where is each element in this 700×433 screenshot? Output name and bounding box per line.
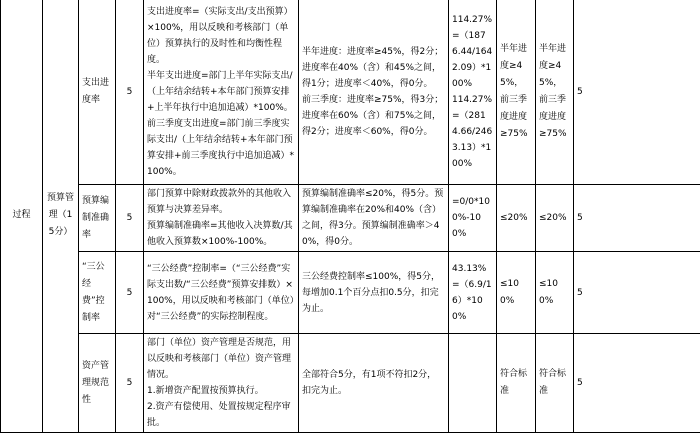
calc-cell [449,185,497,252]
definition-cell [144,334,299,433]
score-cell [574,252,700,334]
calc-text: 114.27%=（2814.66/2463.13）*100% [452,92,493,172]
standard-cell [299,185,449,252]
definition-text: 支出进度率=（实际支出/支出预算）×100%，用以反映和考核部门（单位）预算执行的及时性和均衡性程度。 [147,4,295,68]
target-cell [497,185,536,252]
table-row [1,185,700,252]
definition-text: 半年支出进度=部门上半年实际支出/（上年结余结转+本年部门预算安排+上半年执行中追加追减）*100%。 [147,68,295,116]
weight-cell [116,185,144,252]
definition-text: 1.新增资产配置按预算执行。 [147,383,295,399]
score-cell [574,0,700,185]
actual-cell [536,334,574,433]
score-value: 5 [577,213,583,223]
weight-value: 5 [127,288,133,298]
indicator-cell [79,185,116,252]
indicator-name: 资产管理规范性 [82,361,109,405]
definition-text: 部门预算中除财政拨款外的其他收入预算与决算差异率。 [147,186,295,218]
indicator-cell [79,334,116,433]
definition-cell [144,0,299,185]
calc-text: =0/0*100%-100% [452,194,493,242]
calc-text: 43.13%=（6.9/16）*100% [452,261,493,325]
standard-text: 预算编制准确率≤20%，得5分。预算编制准确率在20%和40%（含）之间，得3分。预算编制准确率＞40%，得0分。 [302,186,445,250]
indicator-cell [79,252,116,334]
standard-text: 前三季度：进度率≥75%，得3分；进度率在60%（含）和75%之间，得2分；进度率＜60%，得0分。 [302,92,445,140]
group-level1-cell [1,0,43,433]
standard-cell [299,334,449,433]
weight-cell [116,334,144,433]
definition-text: 2.资产有偿使用、处置按规定程序审批。 [147,399,295,431]
table-row [1,334,700,433]
target-value: 半年进度≥45%，前三季度进度≥75% [500,44,528,139]
weight-value: 5 [127,378,133,388]
actual-value: 半年进度≥45%，前三季度进度≥75% [539,44,567,139]
group-level2-label: 预算管理（15分） [47,193,74,237]
indicator-name: 预算编制准确率 [82,196,109,240]
target-cell [497,252,536,334]
actual-value: 符合标准 [539,369,566,396]
weight-cell [116,252,144,334]
group-level1-label: 过程 [12,210,30,220]
target-cell [497,334,536,433]
standard-text: 全部符合5分，有1项不符扣2分，扣完为止。 [302,367,445,399]
target-value: 符合标准 [500,369,527,396]
actual-cell [536,252,574,334]
standard-cell [299,252,449,334]
definition-cell [144,185,299,252]
standard-cell [299,0,449,185]
definition-text: “三公经费”控制率=（“三公经费”实际支出数/“三公经费”预算安排数）×100%，用以反映和考核部门（单位）对“三公经费”的实际控制程度。 [147,261,295,325]
actual-value: ≤100% [539,279,558,306]
calc-cell [449,334,497,433]
actual-cell [536,0,574,185]
target-value: ≤100% [500,279,519,306]
definition-cell [144,252,299,334]
score-cell [574,185,700,252]
calc-text: 114.27%=（1876.44/1642.09）*100% [452,12,493,92]
score-value: 5 [577,87,583,97]
indicator-name: 支出进度率 [82,78,109,105]
definition-text: 预算编制准确率=其他收入决算数/其他收入预算数×100%-100%。 [147,218,295,250]
standard-text: 三公经费控制率≤100%，得5分，每增加0.1个百分点扣0.5分，扣完为止。 [302,269,445,317]
target-value: ≤20% [500,213,528,223]
score-cell [574,334,700,433]
actual-value: ≤20% [539,213,567,223]
score-value: 5 [577,288,583,298]
indicator-cell [79,0,116,185]
calc-cell [449,0,497,185]
score-value: 5 [577,378,583,388]
target-cell [497,0,536,185]
indicator-name: “三公经费”控制率 [82,262,105,323]
calc-cell [449,252,497,334]
weight-value: 5 [127,87,133,97]
group-level2-cell [43,0,79,433]
weight-cell [116,0,144,185]
definition-text: 部门（单位）资产管理是否规范，用以反映和考核部门（单位）资产管理情况。 [147,335,295,383]
table-row [1,0,700,185]
table-row [1,252,700,334]
actual-cell [536,185,574,252]
definition-text: 前三季度支出进度=部门前三季度实际支出/（上年结余结转+本年部门预算安排+前三季度执行中追加追减）*100%。 [147,116,295,180]
weight-value: 5 [127,213,133,223]
standard-text: 半年进度：进度率≥45%，得2分；进度率在40%（含）和45%之间，得1分；进度率＜40%，得0分。 [302,44,445,92]
